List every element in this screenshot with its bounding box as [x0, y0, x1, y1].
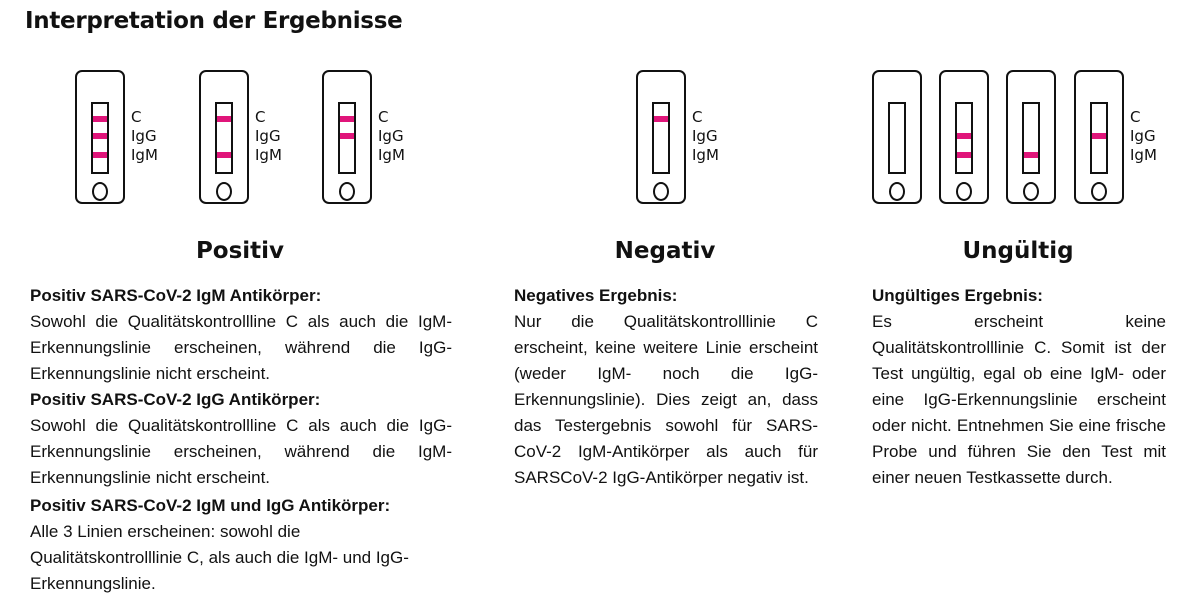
label-igg: IgG: [692, 127, 718, 145]
control-line-c: [654, 116, 668, 122]
label-igm: IgM: [378, 146, 405, 164]
igm-line: [217, 152, 231, 158]
label-c: C: [692, 108, 703, 126]
result-window: [1090, 102, 1108, 174]
section-title-ungueltig: Ungültig: [962, 238, 1074, 264]
sample-well: [216, 182, 232, 201]
result-window: [1022, 102, 1040, 174]
positiv-igg-heading: Positiv SARS-CoV-2 IgG Antikörper:: [30, 390, 321, 409]
igg-line: [957, 133, 971, 139]
line-labels: [131, 108, 158, 165]
control-line-c: [93, 116, 107, 122]
label-igg: IgG: [131, 127, 157, 145]
test-cassette-ungueltig-none: [872, 70, 922, 204]
section-title-negativ: Negativ: [614, 238, 716, 264]
result-window: [338, 102, 356, 174]
positiv-igg-text: Sowohl die Qualitätskontrollline C als auch die IgG-Erkennungslinie erscheinen, während die IgM-Erkennungslinie nicht erscheint.: [30, 416, 452, 487]
negativ-text: Nur die Qualitätskontrolllinie C erscheint, keine weitere Linie erscheint (weder IgM- noch die IgG-Erkennungslinie). Dies zeigt an, dass das Testergebnis sowohl für SARS-CoV-2 IgM-Antikörper als auch für SARSCoV-2 IgG-Antikörper negativ ist.: [514, 312, 818, 487]
result-window: [652, 102, 670, 174]
sample-well: [92, 182, 108, 201]
ungueltig-text: Es erscheint keine Qualitätskontrolllinie C. Somit ist der Test ungültig, egal ob eine IgM- oder eine IgG-Erkennungslinie erscheint oder nicht. Entnehmen Sie eine frische Probe und führen Sie den Test mit einer neuen Testkassette durch.: [872, 312, 1166, 487]
label-igm: IgM: [1130, 146, 1157, 164]
negativ-heading: Negatives Ergebnis:: [514, 286, 678, 305]
line-labels: [378, 108, 405, 165]
label-igg: IgG: [378, 127, 404, 145]
positiv-igm-igg-text: Alle 3 Linien erscheinen: sowohl die Qualitätskontrolllinie C, als auch die IgM- und IgG-Erkennungslinie.: [30, 522, 409, 593]
test-cassette-negativ: [636, 70, 686, 204]
result-window: [215, 102, 233, 174]
test-cassette-ungueltig-igg: [1074, 70, 1124, 204]
igm-line: [1024, 152, 1038, 158]
negativ-description: [514, 283, 818, 491]
positiv-description: [30, 283, 452, 597]
ungueltig-description: [872, 283, 1166, 491]
ungueltig-heading: Ungültiges Ergebnis:: [872, 286, 1043, 305]
sample-well: [1023, 182, 1039, 201]
line-labels: [692, 108, 719, 165]
test-cassette-ungueltig-igg-igm: [939, 70, 989, 204]
sample-well: [339, 182, 355, 201]
label-igm: IgM: [692, 146, 719, 164]
line-labels: [255, 108, 282, 165]
label-igg: IgG: [1130, 127, 1156, 145]
sample-well: [653, 182, 669, 201]
sample-well: [956, 182, 972, 201]
sample-well: [889, 182, 905, 201]
label-c: C: [378, 108, 389, 126]
line-labels: [1130, 108, 1157, 165]
result-window: [888, 102, 906, 174]
label-igm: IgM: [131, 146, 158, 164]
page-title: Interpretation der Ergebnisse: [25, 8, 403, 34]
test-cassette-ungueltig-igm: [1006, 70, 1056, 204]
result-window: [91, 102, 109, 174]
section-title-positiv: Positiv: [195, 238, 285, 264]
positiv-igm-text: Sowohl die Qualitätskontrollline C als auch die IgM-Erkennungslinie erscheinen, während die IgG-Erkennungslinie nicht erscheint.: [30, 312, 452, 383]
test-cassette-positiv-igg: [322, 70, 372, 204]
label-c: C: [131, 108, 142, 126]
control-line-c: [340, 116, 354, 122]
label-c: C: [255, 108, 266, 126]
igg-line: [1092, 133, 1106, 139]
sample-well: [1091, 182, 1107, 201]
result-window: [955, 102, 973, 174]
positiv-igm-igg-heading: Positiv SARS-CoV-2 IgM und IgG Antikörper:: [30, 496, 391, 515]
positiv-igm-heading: Positiv SARS-CoV-2 IgM Antikörper:: [30, 286, 322, 305]
igg-line: [93, 133, 107, 139]
igm-line: [957, 152, 971, 158]
igg-line: [340, 133, 354, 139]
test-cassette-positiv-igm: [199, 70, 249, 204]
control-line-c: [217, 116, 231, 122]
igm-line: [93, 152, 107, 158]
label-igm: IgM: [255, 146, 282, 164]
label-igg: IgG: [255, 127, 281, 145]
test-cassette-positiv-igm-igg: [75, 70, 125, 204]
label-c: C: [1130, 108, 1141, 126]
